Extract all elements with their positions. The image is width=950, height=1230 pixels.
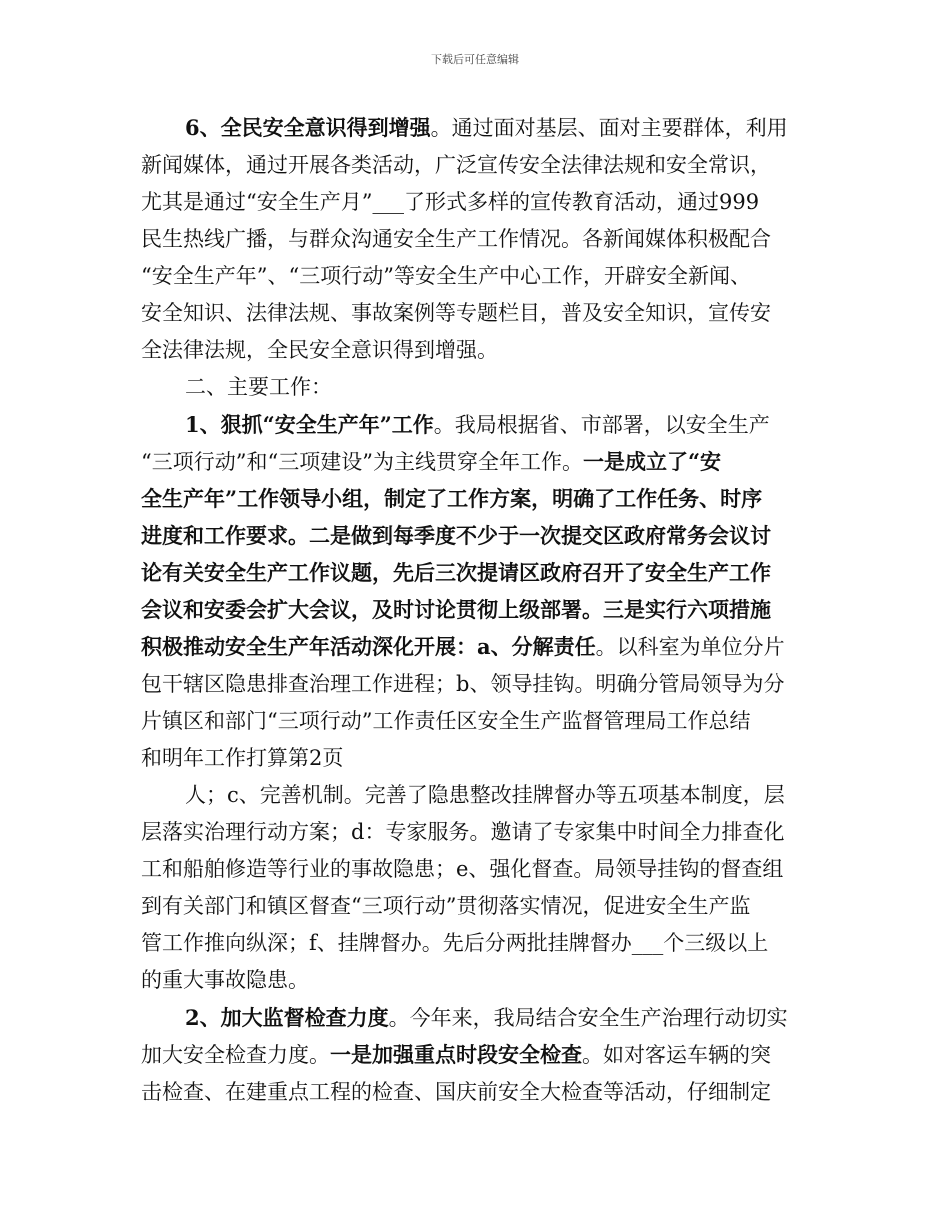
text-line: 片镇区和部门“三项行动”工作责任区安全生产监督管理局工作总结 bbox=[141, 709, 751, 733]
text-line: “三项行动”和“三项建设”为主线贯穿全年工作。一是成立了“安 bbox=[141, 449, 722, 474]
page-header-note: 下载后可任意编辑 bbox=[431, 53, 519, 66]
text-line: 加大安全检查力度。一是加强重点时段安全检查。如对客运车辆的突 bbox=[141, 1042, 771, 1067]
text-line: 民生热线广播，与群众沟通安全生产工作情况。各新闻媒体积极配合 bbox=[141, 227, 771, 251]
text-line: 管工作推向纵深；f、挂牌督办。先后分两批挂牌督办___个三级以上 bbox=[141, 931, 769, 955]
text-line: 进度和工作要求。二是做到每季度不少于一次提交区政府常务会议讨 bbox=[141, 523, 771, 548]
text-line: 层落实治理行动方案；d：专家服务。邀请了专家集中时间全力排查化 bbox=[141, 820, 785, 844]
text-line: 包干辖区隐患排查治理工作进程；b、领导挂钩。明确分管局领导为分 bbox=[141, 672, 785, 696]
text-line: 工和船舶修造等行业的事故隐患；e、强化督查。局领导挂钩的督查组 bbox=[141, 857, 784, 881]
text-line: 全法律法规，全民安全意识得到增强。 bbox=[141, 338, 498, 362]
text-line: 到有关部门和镇区督查“三项行动”贯彻落实情况，促进安全生产监 bbox=[141, 894, 751, 918]
text-line: 全生产年”工作领导小组，制定了工作方案，明确了工作任务、时序 bbox=[141, 486, 763, 511]
text-line: 尤其是通过“安全生产月”___了形式多样的宣传教育活动，通过999 bbox=[141, 190, 760, 214]
text-line: 安全知识、法律法规、事故案例等专题栏目，普及安全知识，宣传安 bbox=[141, 301, 771, 325]
text-line: 人；c、完善机制。完善了隐患整改挂牌督办等五项基本制度，层 bbox=[185, 783, 785, 807]
text-line: 击检查、在建重点工程的检查、国庆前安全大检查等活动，仔细制定 bbox=[141, 1080, 771, 1104]
text-line: 和明年工作打算第2页 bbox=[141, 746, 344, 770]
text-line: 6、全民安全意识得到增强。通过面对基层、面对主要群体，利用 bbox=[185, 115, 788, 140]
text-line: 会议和安委会扩大会议，及时讨论贯彻上级部署。三是实行六项措施 bbox=[141, 597, 771, 622]
text-line: 的重大事故隐患。 bbox=[141, 968, 309, 992]
text-line: 论有关安全生产工作议题，先后三次提请区政府召开了安全生产工作 bbox=[141, 560, 771, 585]
text-line: 1、狠抓“安全生产年”工作。我局根据省、市部署，以安全生产 bbox=[185, 412, 770, 437]
section-heading: 二、主要工作： bbox=[185, 375, 332, 399]
text-line: 新闻媒体，通过开展各类活动，广泛宣传安全法律法规和安全常识， bbox=[141, 153, 771, 177]
text-line: 2、加大监督检查力度。今年来，我局结合安全生产治理行动切实 bbox=[185, 1005, 788, 1030]
text-line: 积极推动安全生产年活动深化开展：a、分解责任。以科室为单位分片 bbox=[141, 634, 785, 659]
text-line: “安全生产年”、“三项行动”等安全生产中心工作，开辟安全新闻、 bbox=[141, 264, 751, 288]
